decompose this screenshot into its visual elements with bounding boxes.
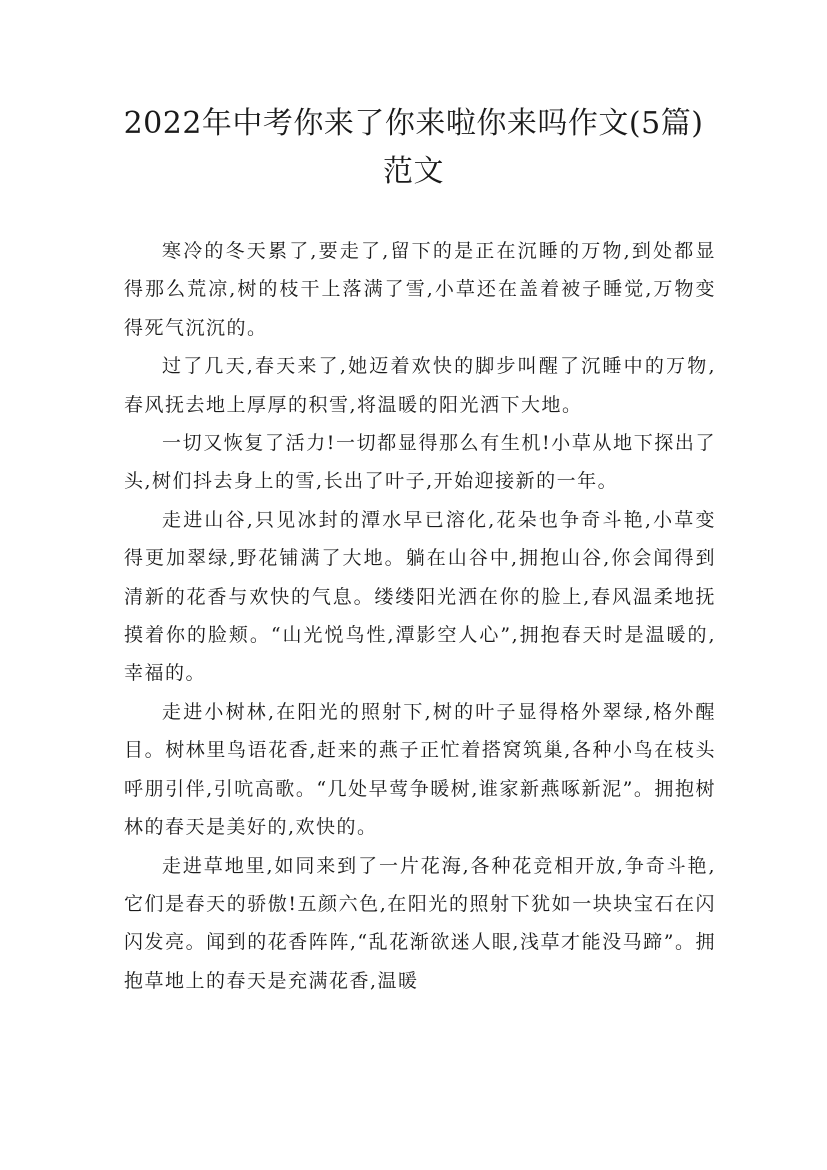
title-line-1: 2022年中考你来了你来啦你来吗作文(5篇) <box>123 106 704 141</box>
paragraph: 过了几天,春天来了,她迈着欢快的脚步叫醒了沉睡中的万物,春风抚去地上厚厚的积雪,将温暖的阳光洒下大地。 <box>124 355 716 416</box>
paragraph: 走进小树林,在阳光的照射下,树的叶子显得格外翠绿,格外醒目。树林里鸟语花香,赶来的燕子正忙着搭窝筑巢,各种小鸟在枝头呼朋引伴,引吭高歌。“几处早莺争暖树,谁家新燕啄新泥”。拥抱树林的春天是美好的,欢快的。 <box>124 700 716 839</box>
paragraph: 寒冷的冬天累了,要走了,留下的是正在沉睡的万物,到处都显得那么荒凉,树的枝干上落满了雪,小草还在盖着被子睡觉,万物变得死气沉沉的。 <box>124 240 716 339</box>
document-body <box>124 232 716 1000</box>
paragraph: 走进山谷,只见冰封的潭水早已溶化,花朵也争奇斗艳,小草变得更加翠绿,野花铺满了大地。躺在山谷中,拥抱山谷,你会闻得到清新的花香与欢快的气息。缕缕阳光洒在你的脸上,春风温柔地抚摸着你的脸颊。“山光悦鸟性,潭影空人心”,拥抱春天时是温暖的,幸福的。 <box>124 508 716 685</box>
paragraph: 走进草地里,如同来到了一片花海,各种花竞相开放,争奇斗艳,它们是春天的骄傲!五颜六色,在阳光的照射下犹如一块块宝石在闪闪发亮。闻到的花香阵阵,“乱花渐欲迷人眼,浅草才能没马蹄”。拥抱草地上的春天是充满花香,温暖 <box>124 854 716 992</box>
title-line-2: 范文 <box>383 154 444 189</box>
document-title <box>100 100 727 196</box>
paragraph: 一切又恢复了活力!一切都显得那么有生机!小草从地下探出了头,树们抖去身上的雪,长出了叶子,开始迎接新的一年。 <box>124 432 716 493</box>
